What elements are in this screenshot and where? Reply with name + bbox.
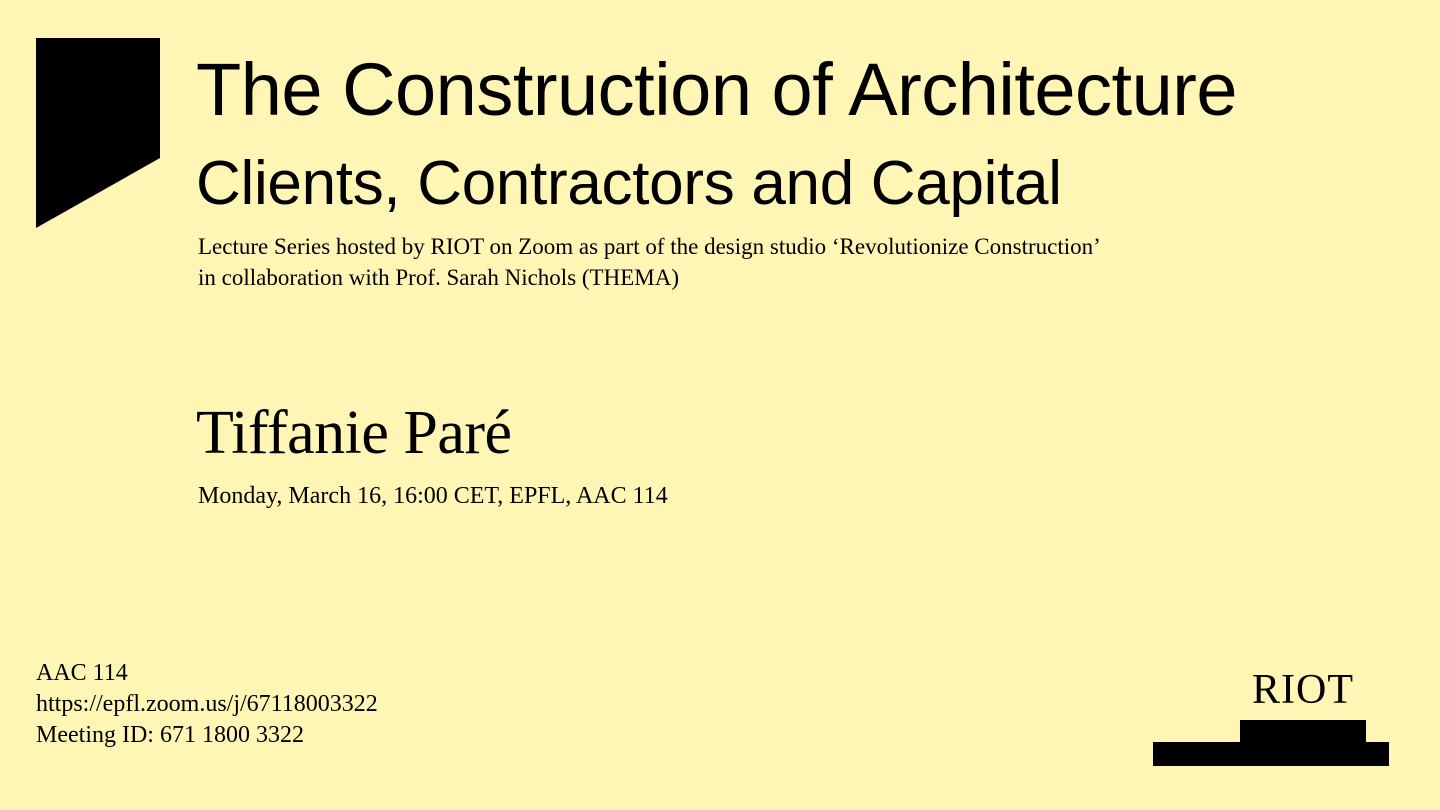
riot-logo-text: RIOT bbox=[1252, 667, 1354, 713]
description-line-2: in collaboration with Prof. Sarah Nichols (THEMA) bbox=[198, 265, 679, 290]
riot-logo-mark-icon bbox=[1153, 720, 1389, 766]
meeting-id: Meeting ID: 671 1800 3322 bbox=[36, 722, 304, 748]
room-label: AAC 114 bbox=[36, 660, 128, 686]
meeting-info bbox=[36, 658, 378, 751]
page-subtitle: Clients, Contractors and Capital bbox=[196, 149, 1062, 218]
page-title: The Construction of Architecture bbox=[196, 48, 1238, 131]
description-line-1: Lecture Series hosted by RIOT on Zoom as part of the design studio ‘Revolutionize Construction’ bbox=[198, 234, 1101, 259]
speaker-name: Tiffanie Paré bbox=[196, 399, 512, 467]
zoom-link[interactable]: https://epfl.zoom.us/j/67118003322 bbox=[36, 691, 378, 717]
lecture-datetime: Monday, March 16, 16:00 CET, EPFL, AAC 114 bbox=[198, 483, 668, 509]
flag-shape-icon bbox=[36, 38, 160, 228]
series-description bbox=[198, 231, 1101, 293]
